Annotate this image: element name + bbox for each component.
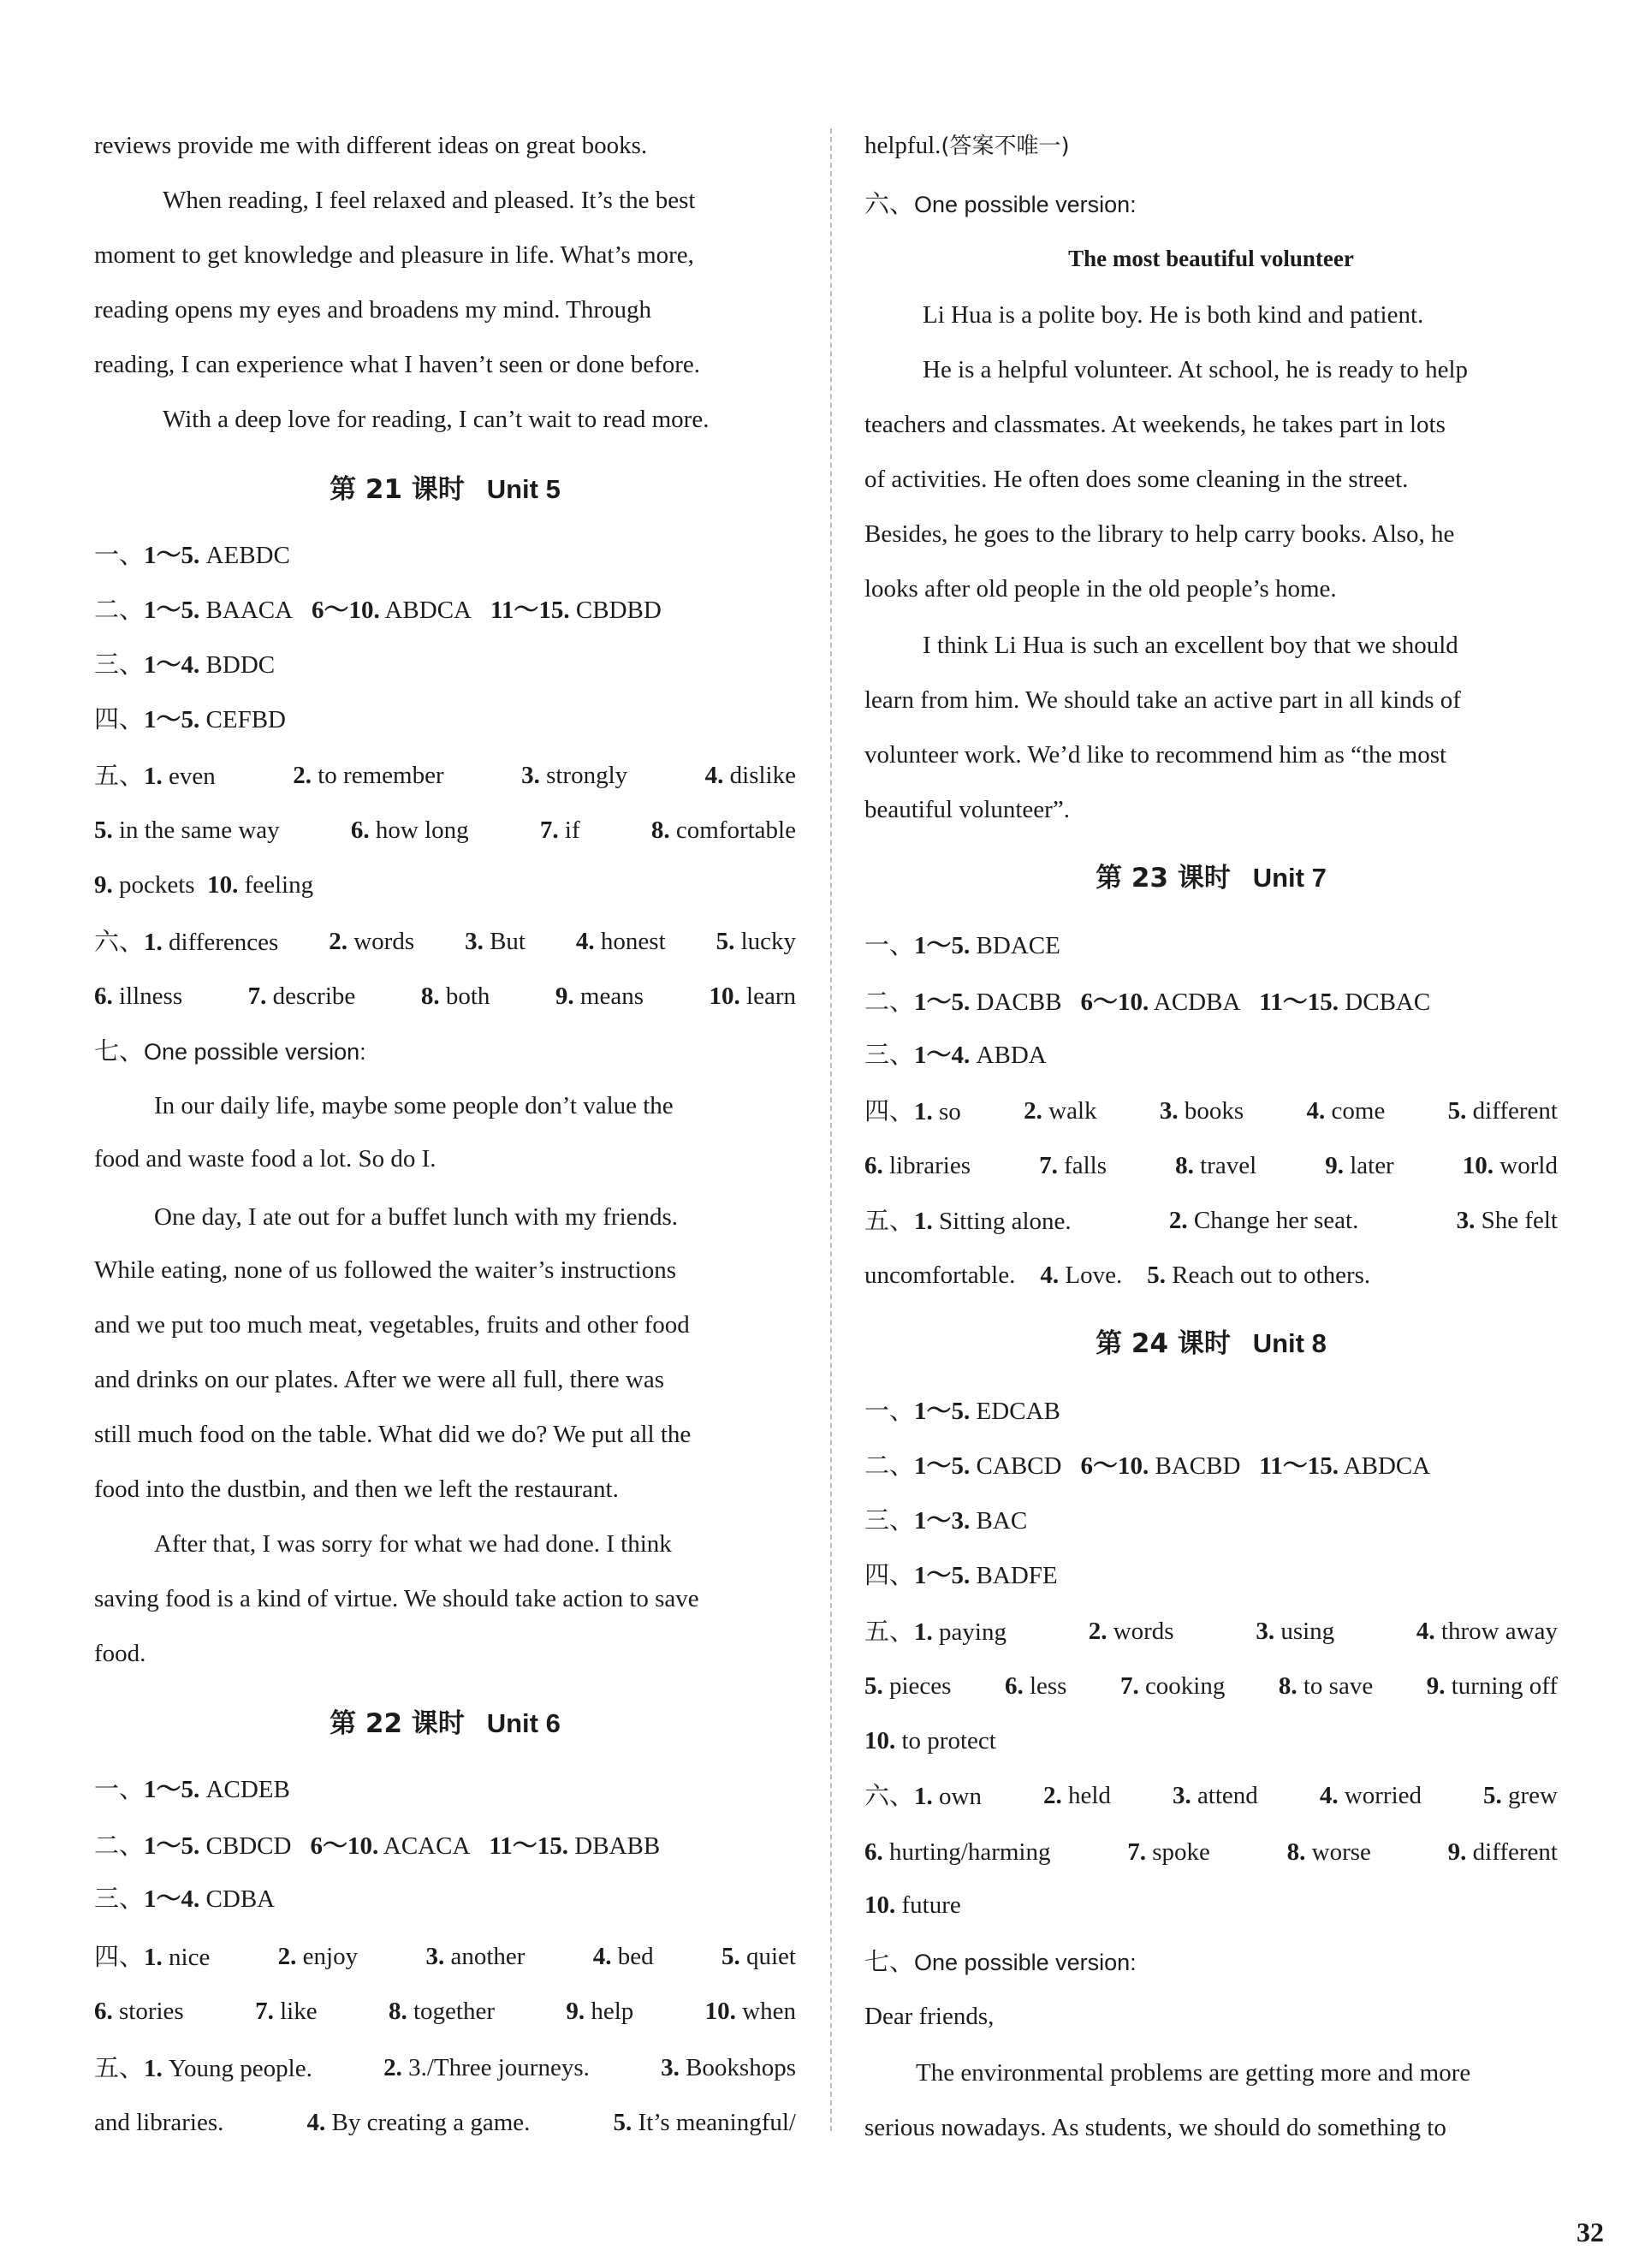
answer-row: 二、1～5. BAACA 6～10. ABDCA 11～15. CBDBD — [94, 595, 662, 624]
essay-title: The most beautiful volunteer — [1068, 246, 1354, 271]
lesson-heading: 第 24 课时 Unit 8 — [1096, 1328, 1327, 1359]
answer-row: 四、1～5. BADFE — [864, 1560, 1058, 1589]
answer-row: 四、1～5. CEFBD — [94, 704, 287, 733]
essay-line: of activities. He often does some cleaning in the street. — [864, 466, 1409, 493]
answer-row: helpful.(答案不唯一) — [864, 132, 1070, 159]
answer-row: 六、1. differences 2. words 3. But 4. honest 5. lucky — [94, 927, 796, 956]
essay-line: When reading, I feel relaxed and pleased. It’s the best — [163, 187, 696, 214]
answer-row: 二、1～5. CBDCD 6～10. ACACA 11～15. DBABB — [94, 1831, 661, 1860]
answer-row: 6. illness 7. describe 8. both 9. means 10. learn — [94, 983, 796, 1010]
answer-row: 七、One possible version: — [864, 1947, 1137, 1976]
essay-line: food. — [94, 1640, 146, 1667]
answer-row: 六、1. own 2. held 3. attend 4. worried 5. grew — [864, 1781, 1558, 1810]
answer-row: 三、1～4. CDBA — [94, 1884, 276, 1913]
answer-row: 五、1. even 2. to remember 3. strongly 4. dislike — [94, 761, 796, 790]
answer-row: and libraries. 4. By creating a game. 5. It’s meaningful/ — [94, 2109, 796, 2136]
essay-line: The environmental problems are getting more and more — [916, 2059, 1471, 2087]
essay-line: saving food is a kind of virtue. We should take action to save — [94, 1585, 699, 1612]
answer-row: 二、1～5. DACBB 6～10. ACDBA 11～15. DCBAC — [864, 987, 1431, 1016]
answer-row: 6. hurting/harming 7. spoke 8. worse 9. different — [864, 1838, 1558, 1866]
essay-line: volunteer work. We’d like to recommend him as “the most — [864, 741, 1447, 769]
answer-row: 一、1～5. AEBDC — [94, 540, 290, 569]
essay-line: Li Hua is a polite boy. He is both kind and patient. — [923, 301, 1424, 329]
answer-row: 5. in the same way 6. how long 7. if 8. comfortable — [94, 816, 796, 844]
answer-row: 5. pieces 6. less 7. cooking 8. to save 9. turning off — [864, 1672, 1558, 1700]
essay-line: moment to get knowledge and pleasure in life. What’s more, — [94, 241, 694, 269]
essay-line: serious nowadays. As students, we should do something to — [864, 2114, 1446, 2141]
essay-line: After that, I was sorry for what we had done. I think — [154, 1530, 672, 1558]
answer-row: 五、1. paying 2. words 3. using 4. throw away — [864, 1617, 1558, 1646]
essay-line: still much food on the table. What did we do? We put all the — [94, 1421, 692, 1448]
essay-line: and drinks on our plates. After we were all full, there was — [94, 1366, 664, 1393]
answer-row: 10. to protect — [864, 1727, 996, 1754]
answer-row: 6. stories 7. like 8. together 9. help 10. when — [94, 1998, 796, 2025]
essay-line: and we put too much meat, vegetables, fruits and other food — [94, 1311, 690, 1339]
essay-line: reading opens my eyes and broadens my mind. Through — [94, 296, 652, 324]
lesson-heading: 第 21 课时 Unit 5 — [330, 474, 561, 505]
essay-line: looks after old people in the old people’s home. — [864, 575, 1337, 603]
answer-row: 六、One possible version: — [864, 189, 1137, 218]
answer-row: 三、1～4. ABDA — [864, 1040, 1047, 1069]
answer-row: 七、One possible version: — [94, 1036, 366, 1066]
answer-row: 三、1～4. BDDC — [94, 650, 276, 679]
essay-line: teachers and classmates. At weekends, he takes part in lots — [864, 411, 1446, 438]
essay-line: Besides, he goes to the library to help carry books. Also, he — [864, 520, 1455, 548]
essay-line: food into the dustbin, and then we left the restaurant. — [94, 1475, 619, 1503]
answer-row: 三、1～3. BAC — [864, 1505, 1028, 1535]
answer-row: 一、1～5. EDCAB — [864, 1396, 1060, 1425]
essay-line: I think Li Hua is such an excellent boy that we should — [923, 632, 1458, 659]
answer-row: uncomfortable. 4. Love. 5. Reach out to others. — [864, 1262, 1371, 1289]
essay-line: beautiful volunteer”. — [864, 796, 1070, 823]
essay-line: While eating, none of us followed the waiter’s instructions — [94, 1256, 676, 1284]
essay-line: reviews provide me with different ideas on great books. — [94, 132, 648, 159]
essay-line: In our daily life, maybe some people don’t value the — [154, 1092, 674, 1119]
answer-row: 四、1. nice 2. enjoy 3. another 4. bed 5. quiet — [94, 1942, 796, 1971]
answer-row: 9. pockets 10. feeling — [94, 871, 314, 899]
page-number: 32 — [1577, 2217, 1604, 2247]
essay-line: learn from him. We should take an active part in all kinds of — [864, 686, 1461, 714]
essay-line: One day, I ate out for a buffet lunch with my friends. — [154, 1203, 679, 1231]
lesson-heading: 第 23 课时 Unit 7 — [1096, 863, 1327, 894]
lesson-heading: 第 22 课时 Unit 6 — [330, 1708, 561, 1739]
salutation: Dear friends, — [864, 2003, 995, 2030]
answer-row: 一、1～5. BDACE — [864, 930, 1060, 959]
answer-row: 四、1. so 2. walk 3. books 4. come 5. different — [864, 1096, 1558, 1125]
answer-row: 二、1～5. CABCD 6～10. BACBD 11～15. ABDCA — [864, 1451, 1431, 1480]
essay-line: reading, I can experience what I haven’t seen or done before. — [94, 351, 701, 378]
answer-row: 6. libraries 7. falls 8. travel 9. later 10. world — [864, 1152, 1558, 1179]
essay-line: With a deep love for reading, I can’t wait to read more. — [163, 406, 710, 433]
essay-line: food and waste food a lot. So do I. — [94, 1145, 436, 1173]
answer-row: 10. future — [864, 1891, 961, 1919]
answer-row: 五、1. Sitting alone. 2. Change her seat. 3. She felt — [864, 1206, 1558, 1235]
answer-row: 五、1. Young people. 2. 3./Three journeys. 3. Bookshops — [94, 2053, 796, 2082]
essay-line: He is a helpful volunteer. At school, he is ready to help — [923, 356, 1469, 383]
answer-row: 一、1～5. ACDEB — [94, 1774, 290, 1803]
column-divider — [830, 128, 832, 2131]
